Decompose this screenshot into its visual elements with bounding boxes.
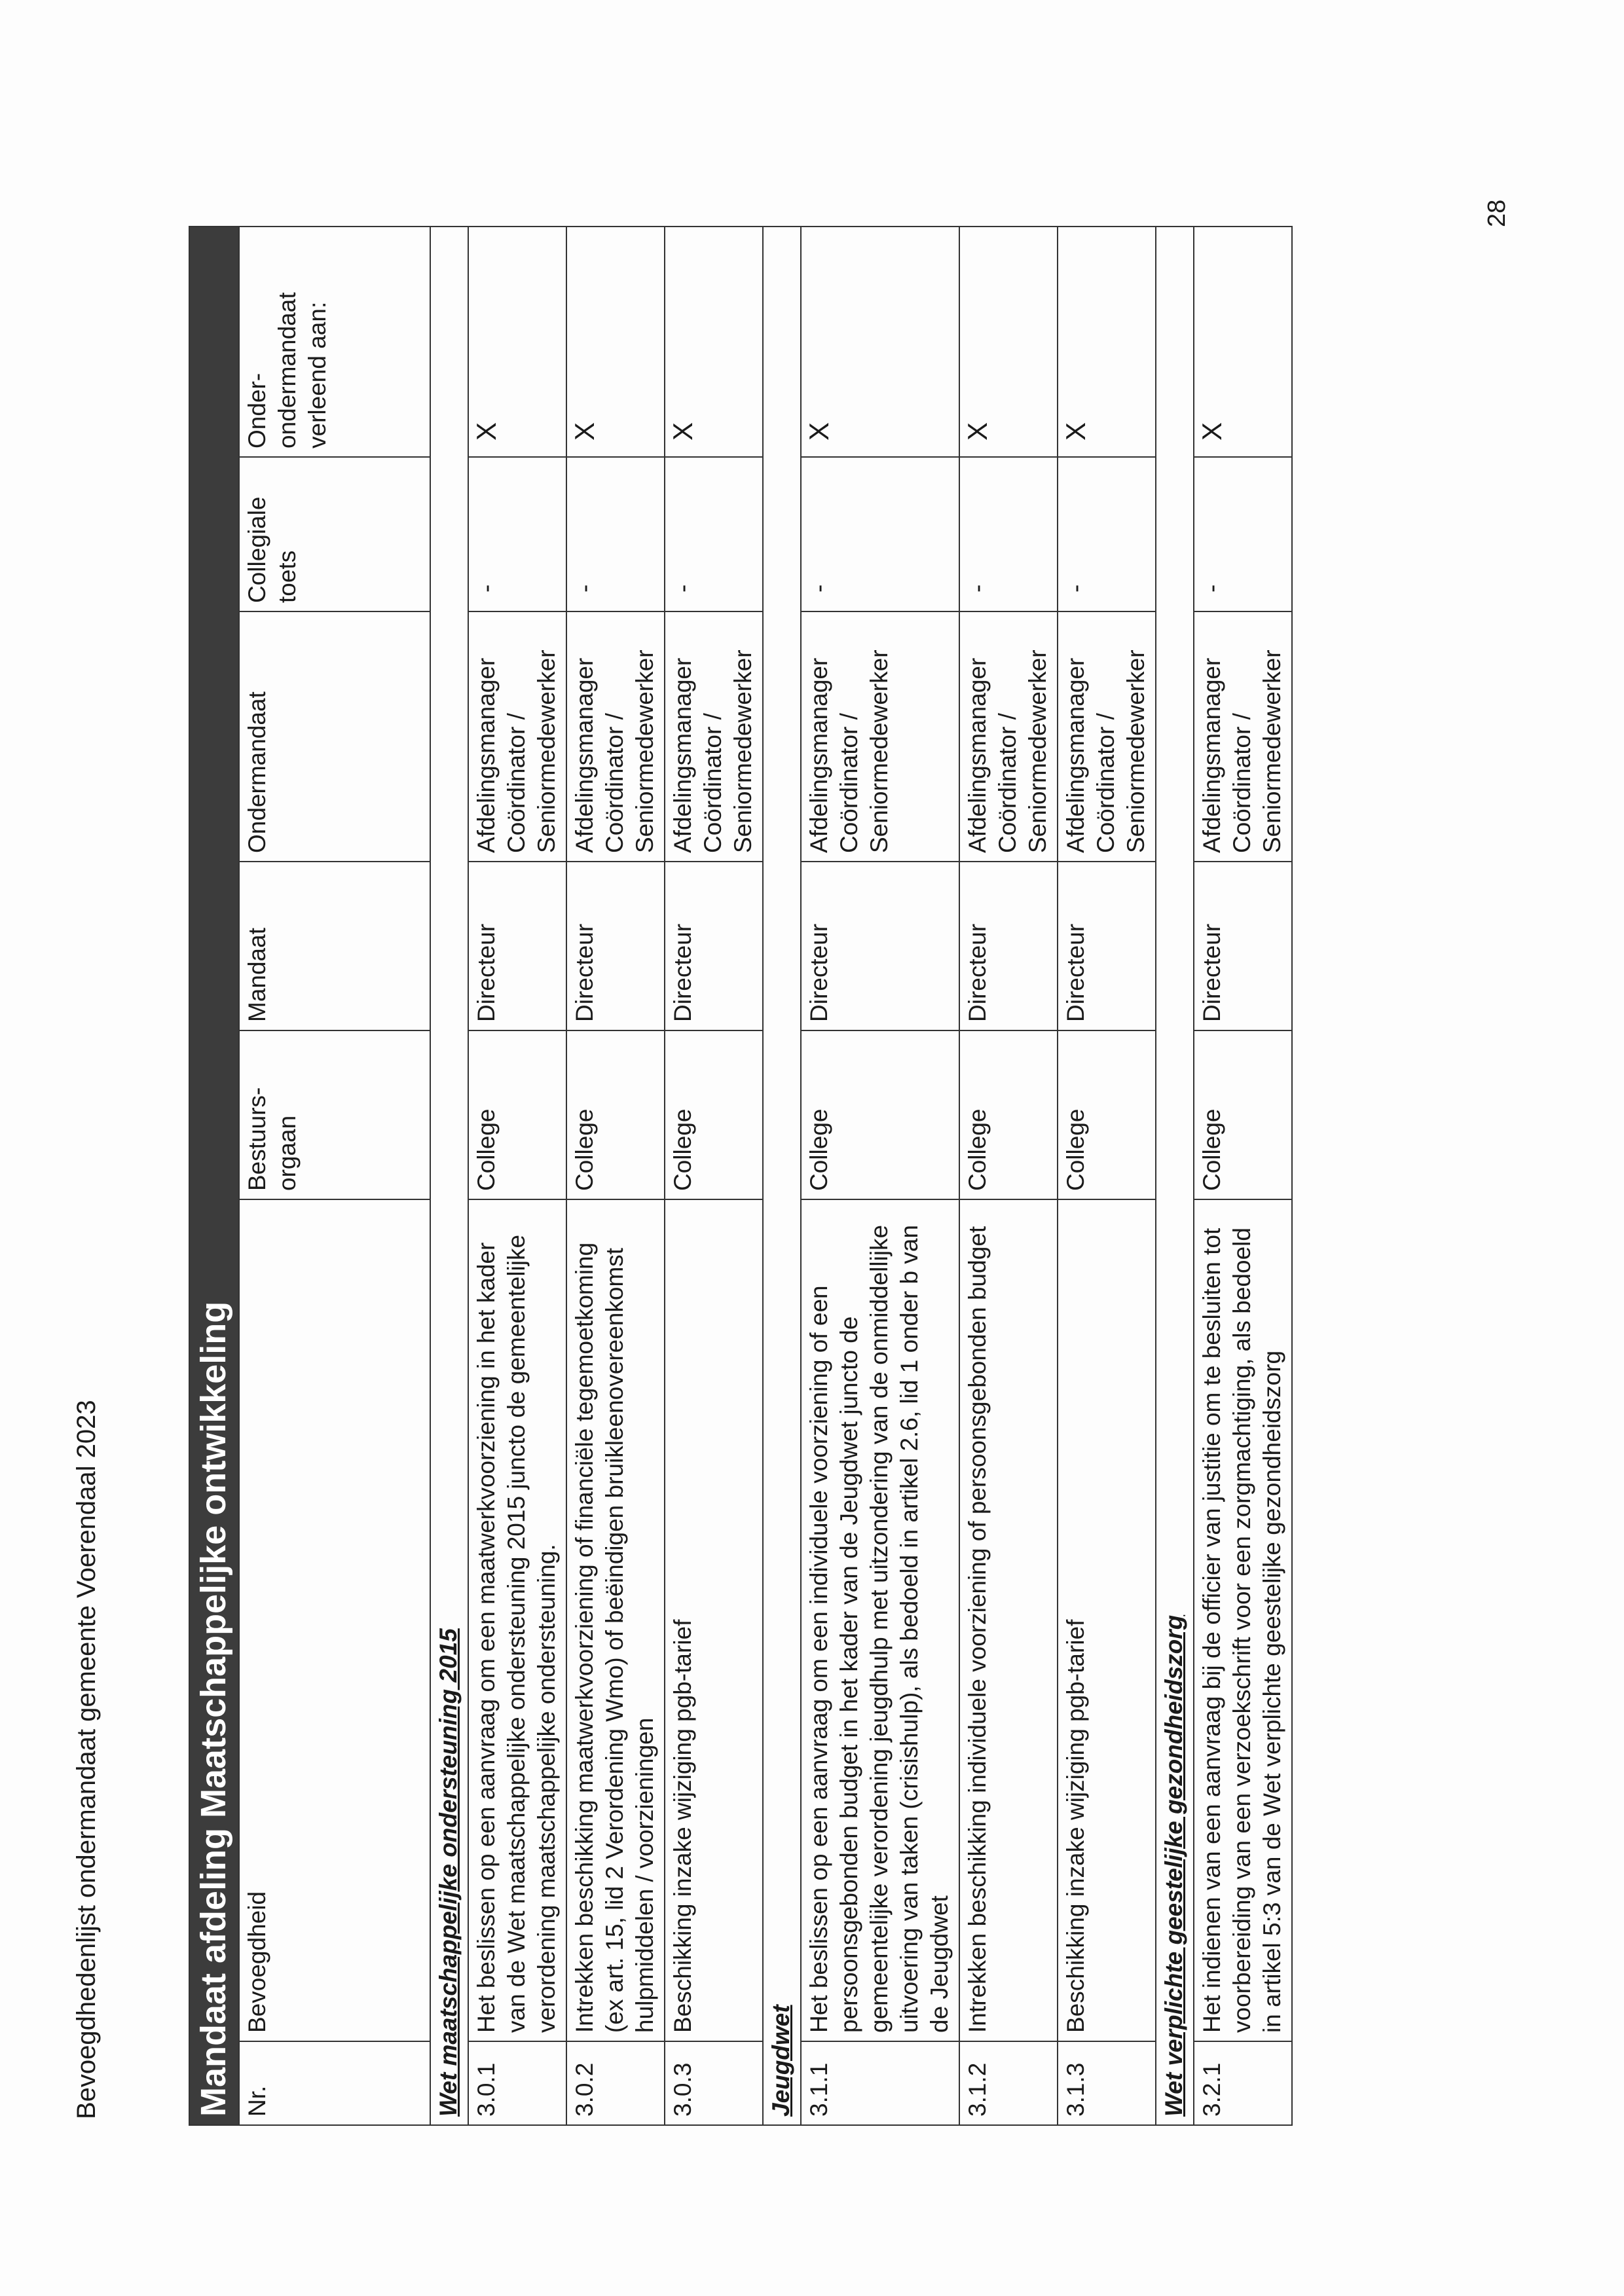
column-header-mandaat: Mandaat	[239, 862, 430, 1030]
cell-onder-ondermandaat: X	[1194, 227, 1292, 457]
cell-collegiale-toets: -	[801, 457, 959, 611]
table-title: Mandaat afdeling Maatschappelijke ontwikkeling	[189, 227, 239, 2125]
cell-onder-ondermandaat: X	[959, 227, 1058, 457]
cell-nr: 3.1.2	[959, 2041, 1058, 2125]
cell-nr: 3.0.1	[468, 2041, 566, 2125]
cell-onder-ondermandaat: X	[801, 227, 959, 457]
cell-ondermandaat: Afdelingsmanager Coördinator / Seniormedewerker	[566, 611, 665, 862]
cell-nr: 3.0.3	[665, 2041, 763, 2125]
table-header-row	[239, 227, 430, 2125]
cell-onder-ondermandaat: X	[468, 227, 566, 457]
cell-ondermandaat: Afdelingsmanager Coördinator / Seniormedewerker	[959, 611, 1058, 862]
cell-mandaat: Directeur	[959, 862, 1058, 1030]
cell-onder-ondermandaat: X	[566, 227, 665, 457]
mandate-table-wrapper	[189, 227, 1293, 2126]
column-header-onder-ondermandaat: Onder-ondermandaat verleend aan:	[239, 227, 430, 457]
column-header-collegiale-toets: Collegiale toets	[239, 457, 430, 611]
cell-nr: 3.1.3	[1058, 2041, 1156, 2125]
cell-mandaat: Directeur	[1058, 862, 1156, 1030]
table-row	[959, 227, 1058, 2125]
cell-bevoegdheid: Intrekken beschikking individuele voorziening of persoonsgebonden budget	[959, 1199, 1058, 2041]
table-row	[468, 227, 566, 2125]
cell-bestuursorgaan: College	[566, 1030, 665, 1199]
cell-bestuursorgaan: College	[468, 1030, 566, 1199]
cell-bevoegdheid: Het indienen van een aanvraag bij de officier van justitie om te besluiten tot voorbereiding van een verzoekschrift voor een zorgmachtiging, als bedoeld in artikel 5:3 van de Wet verplichte geestelijke gezondheidszorg	[1194, 1199, 1292, 2041]
section-row	[1156, 227, 1194, 2125]
cell-collegiale-toets: -	[468, 457, 566, 611]
cell-mandaat: Directeur	[1194, 862, 1292, 1030]
column-header-ondermandaat: Ondermandaat	[239, 611, 430, 862]
column-header-bevoegdheid: Bevoegdheid	[239, 1199, 430, 2041]
cell-bevoegdheid: Intrekken beschikking maatwerkvoorziening of financiële tegemoetkoming (ex art. 15, lid 2 Verordening Wmo) of beëindigen bruikleenovereenkomst hulpmiddelen / voorzieningen	[566, 1199, 665, 2041]
cell-bevoegdheid: Het beslissen op een aanvraag om een individuele voorziening of een persoonsgebonden budget in het kader van de Jeugdwet juncto de gemeentelijke verordening jeugdhulp met uitzondering van de onmiddellijke uitvoering van taken (crisishulp), als bedoeld in artikel 2.6, lid 1 onder b van de Jeugdwet	[801, 1199, 959, 2041]
column-header-nr: Nr.	[239, 2041, 430, 2125]
page-number: 28	[1483, 199, 1511, 227]
section-title: Wet maatschappelijke ondersteuning 2015	[430, 227, 468, 2125]
table-row	[1194, 227, 1292, 2125]
cell-mandaat: Directeur	[566, 862, 665, 1030]
cell-bestuursorgaan: College	[1194, 1030, 1292, 1199]
cell-bevoegdheid: Het beslissen op een aanvraag om een maatwerkvoorziening in het kader van de Wet maatschappelijke ondersteuning 2015 juncto de gemeentelijke verordening maatschappelijke ondersteuning.	[468, 1199, 566, 2041]
section-title: Wet verplichte geestelijke gezondheidszorg	[1156, 227, 1194, 2125]
cell-ondermandaat: Afdelingsmanager Coördinator / Seniormedewerker	[665, 611, 763, 862]
cell-bestuursorgaan: College	[665, 1030, 763, 1199]
cell-collegiale-toets: -	[959, 457, 1058, 611]
cell-nr: 3.2.1	[1194, 2041, 1292, 2125]
cell-mandaat: Directeur	[468, 862, 566, 1030]
cell-ondermandaat: Afdelingsmanager Coördinator / Seniormedewerker	[468, 611, 566, 862]
cell-bestuursorgaan: College	[1058, 1030, 1156, 1199]
cell-bevoegdheid: Beschikking inzake wijziging pgb-tarief	[1058, 1199, 1156, 2041]
table-row	[801, 227, 959, 2125]
cell-nr: 3.0.2	[566, 2041, 665, 2125]
cell-bestuursorgaan: College	[801, 1030, 959, 1199]
column-header-bestuursorgaan: Bestuurs-orgaan	[239, 1030, 430, 1199]
cell-onder-ondermandaat: X	[1058, 227, 1156, 457]
table-row	[1058, 227, 1156, 2125]
document-header: Bevoegdhedenlijst ondermandaat gemeente Voerendaal 2023	[72, 1400, 101, 2119]
cell-mandaat: Directeur	[801, 862, 959, 1030]
cell-bestuursorgaan: College	[959, 1030, 1058, 1199]
cell-collegiale-toets: -	[1194, 457, 1292, 611]
cell-ondermandaat: Afdelingsmanager Coördinator / Seniormedewerker	[801, 611, 959, 862]
section-row	[763, 227, 801, 2125]
table-title-row	[189, 227, 239, 2125]
cell-bevoegdheid: Beschikking inzake wijziging pgb-tarief	[665, 1199, 763, 2041]
cell-collegiale-toets: -	[1058, 457, 1156, 611]
section-title: Jeugdwet	[763, 227, 801, 2125]
cell-collegiale-toets: -	[665, 457, 763, 611]
cell-onder-ondermandaat: X	[665, 227, 763, 457]
table-row	[665, 227, 763, 2125]
cell-collegiale-toets: -	[566, 457, 665, 611]
cell-ondermandaat: Afdelingsmanager Coördinator / Seniormedewerker	[1194, 611, 1292, 862]
mandate-table	[189, 226, 1293, 2126]
section-row	[430, 227, 468, 2125]
cell-nr: 3.1.1	[801, 2041, 959, 2125]
cell-ondermandaat: Afdelingsmanager Coördinator / Seniormedewerker	[1058, 611, 1156, 862]
cell-mandaat: Directeur	[665, 862, 763, 1030]
table-row	[566, 227, 665, 2125]
